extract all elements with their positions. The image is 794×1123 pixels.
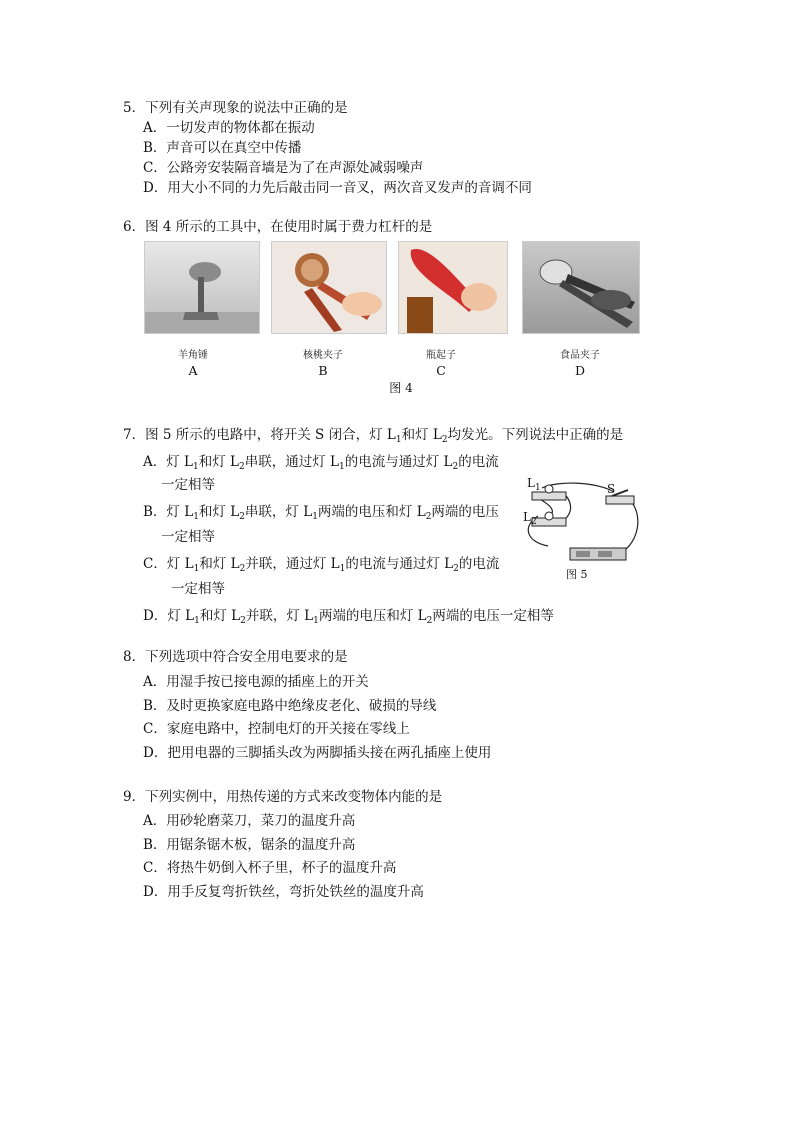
food-tongs-icon [523, 242, 639, 333]
q7-option-c-cont: 一定相等 [171, 581, 225, 597]
figure-5-caption: 图 5 [566, 568, 588, 581]
q7-option-a: A．灯 $L_1$和灯 $L_2$串联，通过灯 $L_1$的电流与通过灯 $L_2$的电流 [143, 454, 499, 472]
q8-option-a: A．用湿手按已接电源的插座上的开关 [143, 674, 369, 690]
q8-option-b: B．及时更换家庭电路中绝缘皮老化、破损的导线 [143, 698, 437, 714]
lamp-l2-icon [545, 512, 553, 520]
claw-hammer-icon [145, 242, 259, 333]
bottle-opener-image [398, 241, 508, 334]
q5-option-b: B．声音可以在真空中传播 [143, 140, 302, 156]
label-l2: $L_2$ [523, 510, 537, 527]
letter-b: B [318, 363, 328, 378]
q6-stem: 6．图 4 所示的工具中，在使用时属于费力杠杆的是 [123, 219, 433, 235]
q8-stem: 8．下列选项中符合安全用电要求的是 [123, 649, 348, 665]
nutcracker-image [271, 241, 387, 334]
label-s: S [607, 482, 616, 496]
q9-option-c: C．将热牛奶倒入杯子里，杯子的温度升高 [143, 860, 397, 876]
letter-c: C [436, 363, 446, 378]
q7-option-c: C．灯 $L_1$和灯 $L_2$并联，通过灯 $L_1$的电流与通过灯 $L_2$的电流 [143, 556, 500, 574]
figure-4-caption: 图 4 [389, 381, 413, 395]
q9-option-a: A．用砂轮磨菜刀，菜刀的温度升高 [143, 813, 356, 829]
letter-d: D [574, 363, 586, 378]
q7-option-b: B．灯 $L_1$和灯 $L_2$串联，灯 $L_1$两端的电压和灯 $L_2$两端的电压 [143, 504, 499, 522]
q9-option-b: B．用锯条锯木板，锯条的温度升高 [143, 837, 356, 853]
q8-option-c: C．家庭电路中，控制电灯的开关接在零线上 [143, 721, 410, 737]
caption-a: 羊角锤 [178, 350, 208, 361]
q7-option-d: D．灯 $L_1$和灯 $L_2$并联，灯 $L_1$两端的电压和灯 $L_2$两端的电压一定相等 [143, 608, 554, 626]
caption-c: 瓶起子 [426, 350, 456, 361]
label-l1: $L_1$ [527, 476, 541, 493]
q9-stem: 9．下列实例中，用热传递的方式来改变物体内能的是 [123, 789, 443, 805]
caption-d: 食品夹子 [560, 350, 600, 361]
q7-option-a-cont: 一定相等 [161, 477, 215, 493]
food-tongs-image [522, 241, 640, 334]
q8-option-d: D．把用电器的三脚插头改为两脚插头接在两孔插座上使用 [143, 745, 492, 761]
q5-option-d: D．用大小不同的力先后敲击同一音叉，两次音叉发声的音调不同 [143, 180, 532, 196]
q7-stem: 7．图 5 所示的电路中，将开关 S 闭合，灯 $L_1$和灯 $L_2$均发光。下列说法中正确的是 [123, 427, 624, 445]
caption-b: 核桃夹子 [303, 350, 343, 361]
bottle-opener-icon [399, 242, 507, 333]
q5-option-a: A．一切发声的物体都在振动 [143, 120, 315, 136]
nutcracker-icon [272, 242, 386, 333]
hammer-image [144, 241, 260, 334]
q7-option-b-cont: 一定相等 [161, 529, 215, 545]
letter-a: A [188, 363, 198, 378]
q9-option-d: D．用手反复弯折铁丝，弯折处铁丝的温度升高 [143, 884, 424, 900]
q5-stem: 5．下列有关声现象的说法中正确的是 [123, 100, 348, 116]
lamp-l1-icon [545, 485, 553, 493]
q5-option-c: C．公路旁安装隔音墙是为了在声源处减弱噪声 [143, 160, 424, 176]
